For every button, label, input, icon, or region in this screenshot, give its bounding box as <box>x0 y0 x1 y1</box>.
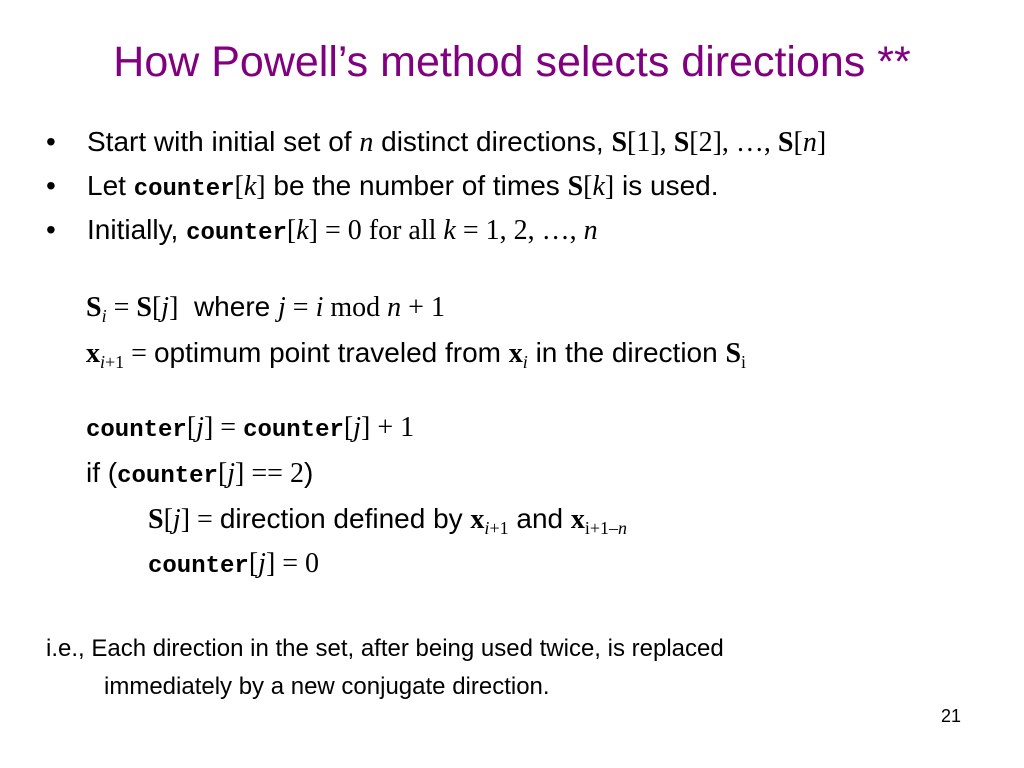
equation-text: ) <box>303 457 314 488</box>
summary-note-line-2: immediately by a new conjugate direction. <box>104 673 550 700</box>
bullet-text: Initially, <box>87 214 187 245</box>
code-counter: counter <box>148 553 249 580</box>
math-equals: = <box>190 504 220 535</box>
equation-text: direction defined by <box>219 503 471 534</box>
equation-direction-replace <box>148 502 627 537</box>
equation-text: optimum point traveled from <box>153 337 509 368</box>
math-bracket: ] <box>604 171 615 202</box>
math-bracket: [ <box>343 412 354 443</box>
math-subscript: i <box>101 306 107 326</box>
math-var-k: k <box>443 215 456 246</box>
math-bracket: ] <box>180 504 191 535</box>
math-var-j: j <box>353 412 361 443</box>
bullet-text: Start with initial set of <box>87 126 360 157</box>
math-var-j: j <box>161 292 170 323</box>
page-number: 21 <box>941 706 962 726</box>
math-var-j: j <box>258 548 266 579</box>
math-equals: ] = <box>203 412 244 443</box>
equation-text: where <box>178 291 279 322</box>
math-var-j: j <box>278 292 286 323</box>
math-bracket: [ <box>186 412 197 443</box>
math-bracket: [ <box>583 171 593 202</box>
math-comparison: ] == 2 <box>235 458 304 489</box>
math-var-n: n <box>802 127 817 158</box>
summary-note <box>46 630 724 706</box>
math-var-k: k <box>243 171 257 202</box>
math-bracket: [ <box>151 292 162 323</box>
math-index: [2], …, <box>689 127 778 158</box>
math-equals: ] = 0 <box>265 548 320 579</box>
math-subscript: n <box>618 518 628 538</box>
slide-title: How Powell’s method selects directions ** <box>113 38 911 86</box>
equation-counter-increment <box>86 410 414 448</box>
bullet-list <box>46 120 826 252</box>
equation-text: in the direction <box>527 337 726 368</box>
code-counter: counter <box>133 176 235 203</box>
math-bracket: [ <box>163 504 173 535</box>
math-var-n: n <box>583 215 598 246</box>
math-subscript: +1 <box>489 518 509 538</box>
math-var-j: j <box>227 458 236 489</box>
equation-counter-reset <box>148 546 319 584</box>
equation-text: if ( <box>86 457 118 488</box>
math-bracket: [ <box>217 458 228 489</box>
code-counter: counter <box>243 417 344 444</box>
math-var-k: k <box>296 215 309 246</box>
math-bracket: ] <box>169 292 179 323</box>
equation-optimum-point <box>86 336 746 371</box>
math-vector-x: x <box>86 338 100 369</box>
math-var-j: j <box>196 412 204 443</box>
math-vector-S: S <box>673 127 690 158</box>
bullet-text: Let <box>87 170 134 201</box>
bullet-dot-icon: • <box>46 126 56 157</box>
math-bracket: ] <box>256 171 266 202</box>
math-var-i: i <box>315 292 324 323</box>
math-bracket: [ <box>286 215 297 246</box>
math-vector-S: S <box>86 292 102 323</box>
math-subscript: i <box>741 352 747 372</box>
math-var-j: j <box>172 504 181 535</box>
math-equals: = <box>124 338 154 369</box>
math-bracket: [ <box>234 171 244 202</box>
math-vector-S: S <box>148 504 164 535</box>
summary-note-line-1: i.e., Each direction in the set, after being used twice, is replaced <box>46 635 724 662</box>
bullet-item-initial-directions <box>46 120 826 164</box>
math-var-n: n <box>387 292 402 323</box>
math-vector-x: x <box>570 504 585 535</box>
bullet-dot-icon: • <box>46 214 56 245</box>
bullet-item-counter-init <box>46 208 826 252</box>
code-counter: counter <box>186 220 287 247</box>
math-bracket: [ <box>793 127 803 158</box>
bullet-item-counter-definition <box>46 164 826 208</box>
bullet-text: be the number of times <box>265 170 568 201</box>
bullet-text: is used. <box>614 170 719 201</box>
math-mod: mod <box>323 292 388 323</box>
math-plus-one: + 1 <box>401 292 445 323</box>
math-vector-S: S <box>136 292 152 323</box>
math-equals: = <box>106 292 137 323</box>
math-subscript: +1 <box>105 352 125 372</box>
math-vector-x: x <box>470 504 485 535</box>
math-var-n: n <box>359 127 374 158</box>
math-equals: = <box>285 292 316 323</box>
math-vector-S: S <box>567 171 584 202</box>
equation-text: and <box>508 503 571 534</box>
math-subscript: i+1– <box>584 518 619 538</box>
math-vector-S: S <box>777 127 794 158</box>
math-subscript: i <box>484 518 490 538</box>
math-bracket: [ <box>248 548 259 579</box>
equation-if-condition <box>86 456 313 494</box>
bullet-text: distinct directions, <box>373 126 612 157</box>
math-subscript: i <box>522 352 528 372</box>
code-counter: counter <box>86 417 187 444</box>
math-vector-x: x <box>508 338 523 369</box>
code-counter: counter <box>117 463 218 490</box>
math-subscript: i <box>100 352 106 372</box>
math-plus-one: ] + 1 <box>361 412 415 443</box>
equation-direction-index <box>86 290 445 325</box>
math-vector-S: S <box>611 127 628 158</box>
math-text: ] = 0 for all <box>308 215 444 246</box>
math-bracket: ] <box>816 127 827 158</box>
math-text: = 1, 2, …, <box>455 215 584 246</box>
bullet-dot-icon: • <box>46 170 56 201</box>
math-vector-S: S <box>725 338 742 369</box>
math-var-k: k <box>592 171 605 202</box>
math-index: [1], <box>627 127 674 158</box>
